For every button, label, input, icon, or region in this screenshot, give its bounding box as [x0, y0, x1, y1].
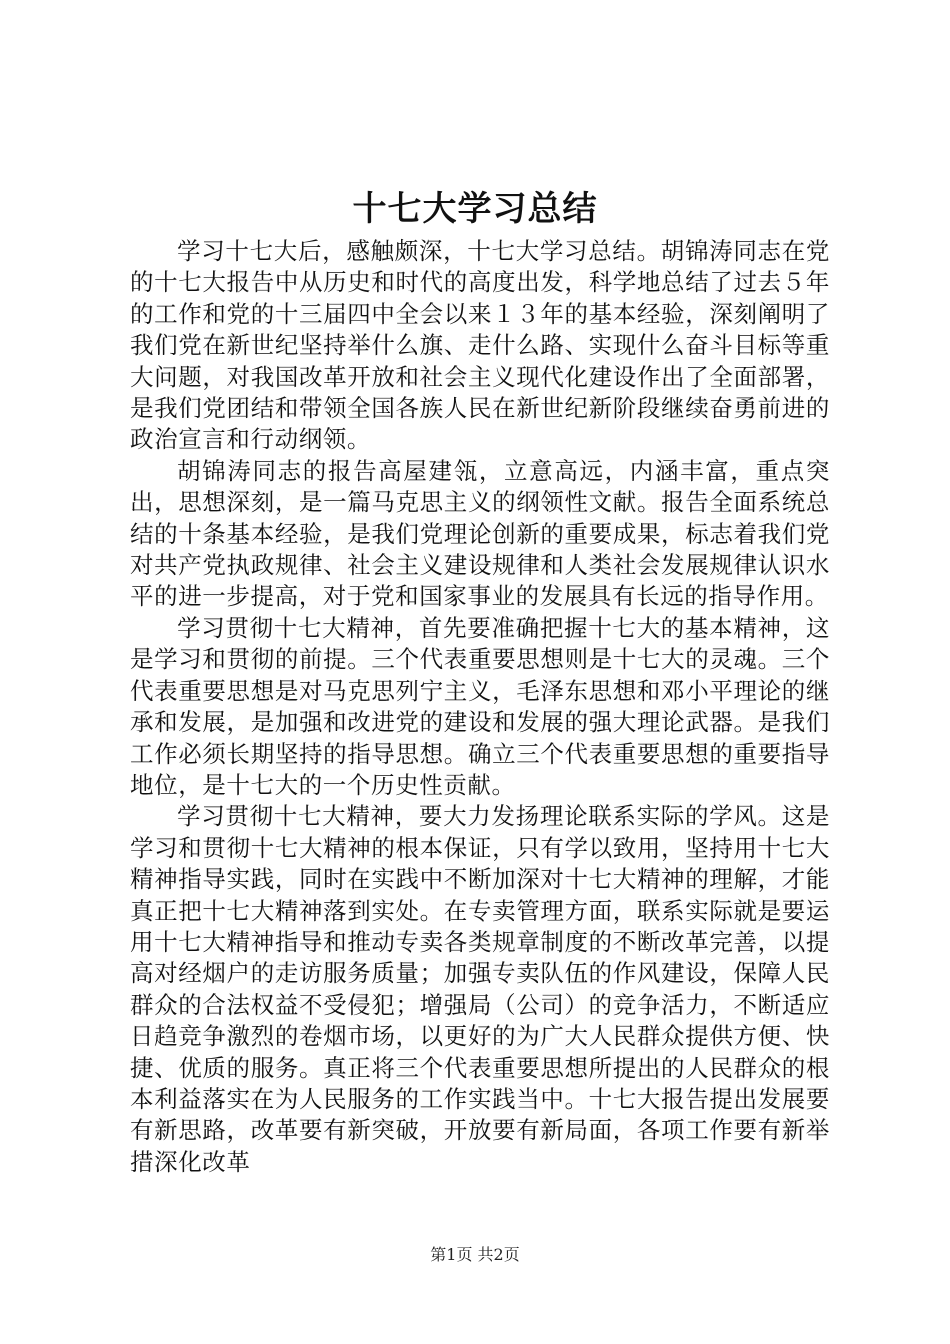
page-footer: 第1页 共2页 [430, 1245, 520, 1264]
paragraph: 胡锦涛同志的报告高屋建瓴，立意高远，内涵丰富，重点突出，思想深刻，是一篇马克思主义的纲领性文献。报告全面系统总结的十条基本经验，是我们党理论创新的重要成果，标志着我们党对共产党执政规律、社会主义建设规律和人类社会发展规律认识水平的进一步提高，对于党和国家事业的发展具有长远的指导作用。 [130, 456, 830, 611]
document-title: 十七大学习总结 [352, 189, 598, 229]
paragraph: 学习贯彻十七大精神，首先要准确把握十七大的基本精神，这是学习和贯彻的前提。三个代表重要思想则是十七大的灵魂。三个代表重要思想是对马克思列宁主义，毛泽东思想和邓小平理论的继承和发展，是加强和改进党的建设和发展的强大理论武器。是我们工作必须长期坚持的指导思想。确立三个代表重要思想的重要指导地位，是十七大的一个历史性贡献。 [130, 613, 830, 799]
paragraph: 学习贯彻十七大精神，要大力发扬理论联系实际的学风。这是学习和贯彻十七大精神的根本保证，只有学以致用，坚持用十七大精神指导实践，同时在实践中不断加深对十七大精神的理解，才能真正把十七大精神落到实处。在专卖管理方面，联系实际就是要运用十七大精神指导和推动专卖各类规章制度的不断改革完善，以提高对经烟户的走访服务质量；加强专卖队伍的作风建设，保障人民群众的合法权益不受侵犯；增强局（公司）的竞争活力，不断适应日趋竞争激烈的卷烟市场，以更好的为广大人民群众提供方便、快捷、优质的服务。真正将三个代表重要思想所提出的人民群众的根本利益落实在为人民服务的工作实践当中。十七大报告提出发展要有新思路，改革要有新突破，开放要有新局面，各项工作要有新举措深化改革 [130, 802, 830, 1176]
document-body [130, 236, 830, 1178]
paragraph: 学习十七大后，感触颇深，十七大学习总结。胡锦涛同志在党的十七大报告中从历史和时代的高度出发，科学地总结了过去５年的工作和党的十三届四中全会以来１３年的基本经验，深刻阐明了我们党在新世纪坚持举什么旗、走什么路、实现什么奋斗目标等重大问题，对我国改革开放和社会主义现代化建设作出了全面部署，是我们党团结和带领全国各族人民在新世纪新阶段继续奋勇前进的政治宣言和行动纲领。 [130, 237, 830, 454]
